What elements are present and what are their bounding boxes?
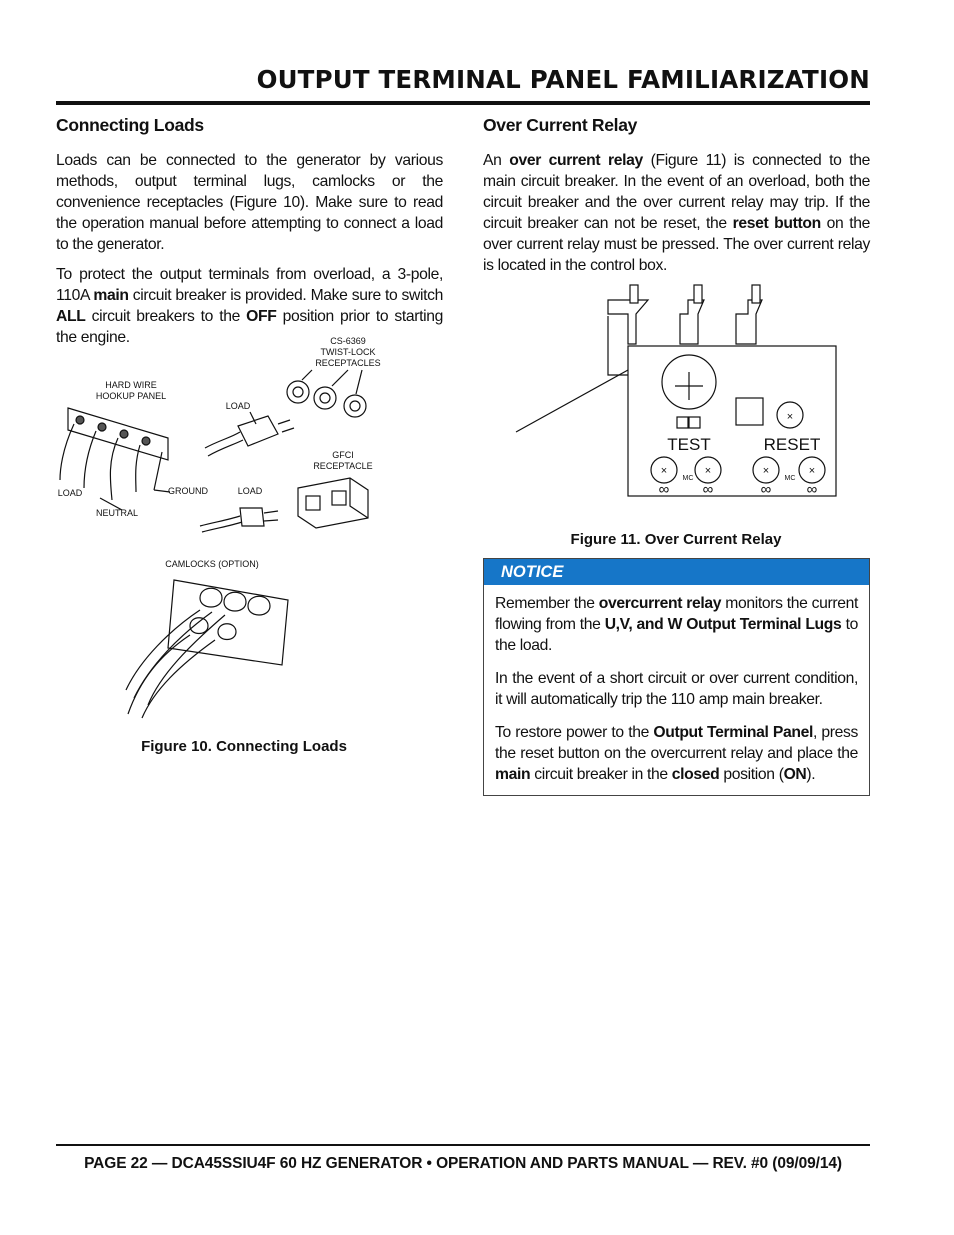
fig10-label-load-bottom: LOAD bbox=[237, 486, 263, 496]
svg-text:×: × bbox=[808, 465, 816, 477]
notice-para2: In the event of a short circuit or over current condition, it will automatically trip the 110 amp main breaker. bbox=[495, 670, 858, 708]
svg-text:∞: ∞ bbox=[806, 481, 818, 498]
connecting-loads-para1: Loads can be connected to the generator by various methods, output terminal lugs, camlocks or the convenience receptacles (Figure 10). Make sure to read the operation manual before attempting to connect a load to the generator. bbox=[56, 152, 443, 253]
connecting-loads-heading: Connecting Loads bbox=[56, 115, 204, 135]
svg-text:×: × bbox=[762, 465, 770, 477]
svg-text:×: × bbox=[786, 411, 794, 423]
right-column bbox=[483, 113, 870, 276]
svg-text:∞: ∞ bbox=[760, 481, 772, 498]
fig10-label-hookup-panel: HOOKUP PANEL bbox=[95, 391, 167, 401]
notice-para1: Remember the overcurrent relay monitors the current flowing from the U,V, and W Output Terminal Lugs to the load. bbox=[495, 595, 859, 654]
fig10-label-receptacles: RECEPTACLES bbox=[315, 358, 381, 368]
header-rule bbox=[56, 101, 870, 105]
notice-header bbox=[484, 559, 869, 585]
svg-text:×: × bbox=[704, 465, 712, 477]
notice-para3: To restore power to the Output Terminal Panel, press the reset button on the overcurrent relay and place the main circuit breaker in the closed position (ON). bbox=[495, 724, 859, 783]
page-footer: PAGE 22 — DCA45SSIU4F 60 HZ GENERATOR • OPERATION AND PARTS MANUAL — REV. #0 (09/09/14) bbox=[84, 1155, 842, 1172]
mc-label-left: MC bbox=[682, 475, 694, 482]
fig10-label-twist-lock: TWIST-LOCK bbox=[320, 347, 376, 357]
notice-body bbox=[495, 593, 858, 785]
test-label: TEST bbox=[667, 435, 711, 454]
fig10-label-load-top: LOAD bbox=[225, 401, 251, 411]
fig10-label-gfci: GFCI bbox=[332, 450, 354, 460]
over-current-relay-heading: Over Current Relay bbox=[483, 115, 638, 135]
reset-label: RESET bbox=[763, 435, 821, 454]
fig10-label-cs6369: CS-6369 bbox=[330, 336, 366, 346]
page-title: OUTPUT TERMINAL PANEL FAMILIARIZATION bbox=[256, 65, 870, 94]
notice-box bbox=[483, 558, 870, 796]
fig10-label-load-left: LOAD bbox=[57, 488, 83, 498]
mc-label-right: MC bbox=[784, 475, 796, 482]
notice-label: NOTICE bbox=[501, 563, 564, 581]
fig10-label-camlocks: CAMLOCKS (OPTION) bbox=[165, 559, 259, 569]
fig10-label-hard-wire: HARD WIRE bbox=[105, 380, 157, 390]
svg-text:×: × bbox=[660, 465, 668, 477]
svg-text:∞: ∞ bbox=[658, 481, 670, 498]
connecting-loads-para2: To protect the output terminals from overload, a 3-pole, 110A main circuit breaker is provided. Make sure to switch ALL circuit breakers to the OFF position prior to starting the engine. bbox=[56, 266, 444, 346]
over-current-relay-figure bbox=[500, 280, 870, 555]
fig10-label-neutral: NEUTRAL bbox=[95, 508, 139, 518]
figure11-caption: Figure 11. Over Current Relay bbox=[570, 531, 782, 548]
footer-rule bbox=[56, 1144, 870, 1146]
figure10-caption: Figure 10. Connecting Loads bbox=[141, 738, 347, 755]
over-current-relay-para1: An over current relay (Figure 11) is connected to the main circuit breaker. In the event of an overload, both the circuit breaker and the over current relay may trip. If the circuit breaker can not be reset, the reset button on the over current relay must be pressed. The over current relay is located in the control box. bbox=[483, 152, 870, 274]
svg-text:∞: ∞ bbox=[702, 481, 714, 498]
connecting-loads-figure bbox=[50, 330, 450, 755]
fig10-label-receptacle: RECEPTACLE bbox=[313, 461, 373, 471]
fig10-label-ground: GROUND bbox=[168, 486, 208, 496]
left-column bbox=[56, 113, 443, 348]
